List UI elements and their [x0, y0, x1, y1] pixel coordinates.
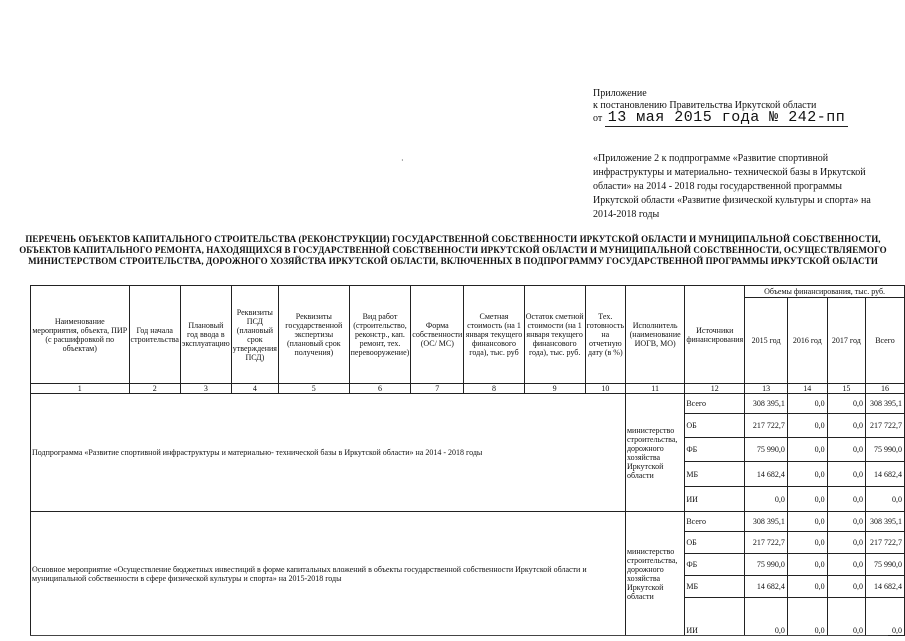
value-2017: 0,0	[827, 394, 865, 414]
value-total: 0,0	[866, 487, 905, 512]
value-2016: 0,0	[787, 576, 827, 598]
appendix-dateline	[593, 109, 848, 126]
appendix-from: от	[593, 113, 603, 124]
value-total: 217 722,7	[866, 532, 905, 554]
value-2017: 0,0	[827, 576, 865, 598]
value-2017: 0,0	[827, 487, 865, 512]
source-cell: МБ	[685, 462, 745, 487]
value-total: 0,0	[866, 598, 905, 636]
source-cell: МБ	[685, 576, 745, 598]
header-year-start: Год начала строительства	[129, 286, 180, 384]
column-numbers-row	[31, 384, 905, 394]
appendix2-text: «Приложение 2 к подпрограмме «Развитие спортивной инфраструктуры и материально- технической базы в Иркутской области» на 2014 - 2018 годы государственной программы Иркутской области «Развитие физической культуры и спорта» на 2014-2018 годы	[593, 153, 871, 220]
col-number: 16	[866, 384, 905, 394]
value-2016: 0,0	[787, 554, 827, 576]
value-2015: 14 682,4	[745, 576, 788, 598]
source-cell: ФБ	[685, 438, 745, 462]
col-number: 10	[585, 384, 625, 394]
handwritten-date: 13 мая 2015 года № 242-пп	[605, 109, 849, 127]
main-activity-name: Основное мероприятие «Осуществление бюджетных инвестиций в форме капитальных вложений в объекты государственной собственности Иркутской области и муниципальной собственности в сфере физической культуры и спорта» на 2015-2018 годы	[31, 512, 626, 636]
header-cost: Сметная стоимость (на 1 января текущего финансового года), тыс. руб	[464, 286, 524, 384]
header-total: Всего	[866, 298, 905, 384]
value-2016: 0,0	[787, 487, 827, 512]
value-2015: 75 990,0	[745, 438, 788, 462]
subprogram-name: Подпрограмма «Развитие спортивной инфраструктуры и материально- технической базы в Иркутской области» на 2014 - 2018 годы	[31, 394, 626, 512]
table-row	[31, 394, 905, 414]
value-2015: 308 395,1	[745, 394, 788, 414]
value-2015: 217 722,7	[745, 532, 788, 554]
col-number: 9	[524, 384, 585, 394]
col-number: 12	[685, 384, 745, 394]
col-number: 11	[625, 384, 684, 394]
appendix-header	[593, 88, 848, 125]
value-2016: 0,0	[787, 462, 827, 487]
header-remaining: Остаток сметной стоимости (на 1 января текущего финансового года), тыс. руб.	[524, 286, 585, 384]
value-2016: 0,0	[787, 394, 827, 414]
source-cell: Всего	[685, 512, 745, 532]
value-2015: 0,0	[745, 487, 788, 512]
value-total: 14 682,4	[866, 462, 905, 487]
appendix-line1: Приложение	[593, 88, 647, 99]
value-total: 308 395,1	[866, 512, 905, 532]
value-2015: 14 682,4	[745, 462, 788, 487]
col-number: 5	[278, 384, 349, 394]
value-2017: 0,0	[827, 462, 865, 487]
value-total: 217 722,7	[866, 414, 905, 438]
executor-cell: министерство строительства, дорожного хозяйства Иркутской области	[625, 394, 684, 512]
source-cell: ИИ	[685, 487, 745, 512]
value-2016: 0,0	[787, 532, 827, 554]
executor-cell: министерство строительства, дорожного хозяйства Иркутской области	[625, 512, 684, 636]
value-2017: 0,0	[827, 554, 865, 576]
col-number: 7	[411, 384, 464, 394]
value-2017: 0,0	[827, 512, 865, 532]
objects-table	[30, 285, 905, 636]
value-2016: 0,0	[787, 438, 827, 462]
value-2016: 0,0	[787, 414, 827, 438]
appendix-line2: к постановлению Правительства Иркутской области	[593, 100, 817, 111]
header-work-type: Вид работ (строительство, реконстр., кап. ремонт, тех. перевооружение)	[349, 286, 411, 384]
source-cell: ОБ	[685, 532, 745, 554]
value-total: 308 395,1	[866, 394, 905, 414]
value-2015: 0,0	[745, 598, 788, 636]
value-2015: 75 990,0	[745, 554, 788, 576]
value-total: 75 990,0	[866, 554, 905, 576]
value-2017: 0,0	[827, 598, 865, 636]
scan-dot: ·	[401, 156, 404, 165]
value-2016: 0,0	[787, 512, 827, 532]
header-psd: Реквизиты ПСД (плановый срок утверждения ПСД)	[231, 286, 278, 384]
header-ownership: Форма собственности (ОС/ МС)	[411, 286, 464, 384]
header-funding: Объемы финансирования, тыс. руб.	[745, 286, 905, 298]
document-title: ПЕРЕЧЕНЬ ОБЪЕКТОВ КАПИТАЛЬНОГО СТРОИТЕЛЬСТВА (РЕКОНСТРУКЦИИ) ГОСУДАРСТВЕННОЙ СОБСТВЕННОСТИ ИРКУТСКОЙ ОБЛАСТИ И МУНИЦИПАЛЬНОЙ СОБСТВЕННОСТИ, ОБЪЕКТОВ КАПИТАЛЬНОГО РЕМОНТА, НАХОДЯЩИХСЯ В ГОСУДАРСТВЕННОЙ СОБСТВЕННОСТИ ИРКУТСКОЙ ОБЛАСТИ И МУНИЦИПАЛЬНОЙ СОБСТВЕННОСТИ, ОСУЩЕСТВЛЯЕМОГО МИНИСТЕРСТВОМ СТРОИТЕЛЬСТВА, ДОРОЖНОГО ХОЗЯЙСТВА ИРКУТСКОЙ ОБЛАСТИ, ВКЛЮЧЕННЫХ В ПОДПРОГРАММУ ГОСУДАРСТВЕННОЙ ПРОГРАММЫ ИРКУТСКОЙ ОБЛАСТИ	[19, 234, 887, 266]
header-2015: 2015 год	[745, 298, 788, 384]
value-2017: 0,0	[827, 438, 865, 462]
source-cell: ФБ	[685, 554, 745, 576]
header-name: Наименование мероприятия, объекта, ПИР (с расшифровкой по объектам)	[31, 286, 130, 384]
col-number: 15	[827, 384, 865, 394]
value-total: 14 682,4	[866, 576, 905, 598]
header-2016: 2016 год	[787, 298, 827, 384]
value-2016: 0,0	[787, 598, 827, 636]
source-cell: ОБ	[685, 414, 745, 438]
col-number: 8	[464, 384, 524, 394]
col-number: 14	[787, 384, 827, 394]
page-bottom-border	[30, 635, 888, 641]
header-executor: Исполнитель (наименование ИОГВ, МО)	[625, 286, 684, 384]
table-row	[31, 512, 905, 532]
header-readiness: Тех. готовность на отчетную дату (в %)	[585, 286, 625, 384]
col-number: 6	[349, 384, 411, 394]
header-year-plan: Плановый год ввода в эксплуатацию	[180, 286, 231, 384]
source-cell: Всего	[685, 394, 745, 414]
value-2017: 0,0	[827, 414, 865, 438]
col-number: 1	[31, 384, 130, 394]
col-number: 4	[231, 384, 278, 394]
value-2015: 308 395,1	[745, 512, 788, 532]
col-number: 3	[180, 384, 231, 394]
value-total: 75 990,0	[866, 438, 905, 462]
header-2017: 2017 год	[827, 298, 865, 384]
col-number: 2	[129, 384, 180, 394]
col-number: 13	[745, 384, 788, 394]
header-expertise: Реквизиты государственной экспертизы (плановый срок получения)	[278, 286, 349, 384]
header-sources: Источники финансирования	[685, 286, 745, 384]
source-cell: ИИ	[685, 598, 745, 636]
value-2015: 217 722,7	[745, 414, 788, 438]
value-2017: 0,0	[827, 532, 865, 554]
